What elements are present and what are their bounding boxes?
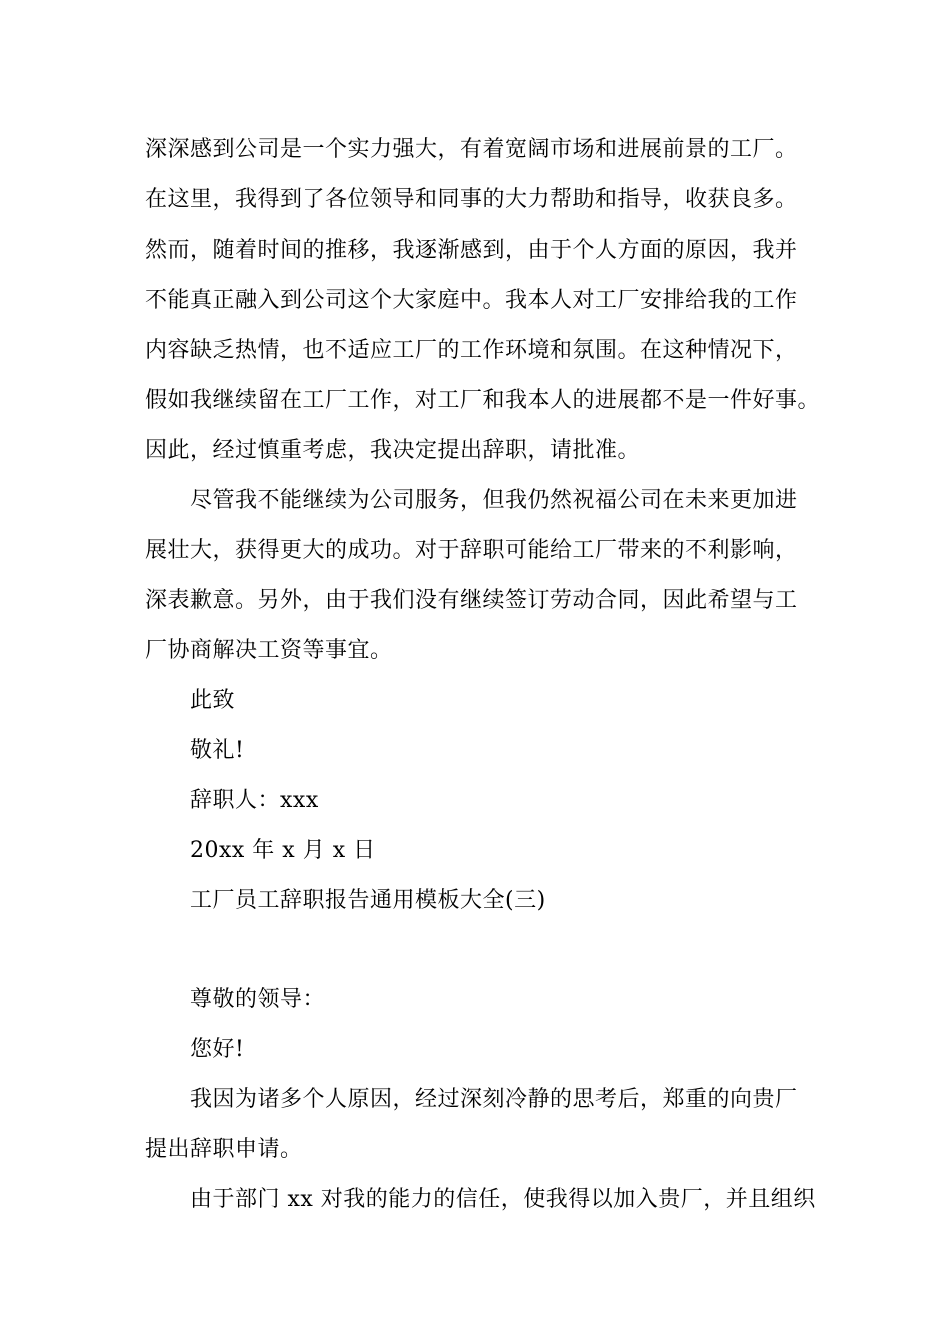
paragraph-line: 深表歉意。另外，由于我们没有继续签订劳动合同，因此希望与工 xyxy=(145,588,798,613)
paragraph-line: 内容缺乏热情，也不适应工厂的工作环境和氛围。在这种情况下， xyxy=(145,338,798,363)
paragraph-line: 假如我继续留在工厂工作，对工厂和我本人的进展都不是一件好事。 xyxy=(145,388,821,413)
paragraph-line: 不能真正融入到公司这个大家庭中。我本人对工厂安排给我的工作 xyxy=(145,288,798,313)
signature-line: 辞职人：xxx xyxy=(190,788,319,813)
greeting-line: 您好! xyxy=(190,1037,245,1062)
paragraph-line: 厂协商解决工资等事宜。 xyxy=(145,638,393,663)
paragraph-line: 由于部门 xx 对我的能力的信任，使我得以加入贵厂，并且组织 xyxy=(190,1187,816,1212)
paragraph-line: 提出辞职申请。 xyxy=(145,1137,303,1162)
paragraph-line: 因此，经过慎重考虑，我决定提出辞职，请批准。 xyxy=(145,438,641,463)
closing-salutation: 此致 xyxy=(190,688,236,713)
paragraph-line: 尽管我不能继续为公司服务，但我仍然祝福公司在未来更加进 xyxy=(190,488,798,513)
paragraph-line: 在这里，我得到了各位领导和同事的大力帮助和指导，收获良多。 xyxy=(145,187,798,212)
closing-regards: 敬礼! xyxy=(190,738,245,763)
paragraph-line: 深深感到公司是一个实力强大，有着宽阔市场和进展前景的工厂。 xyxy=(145,137,798,162)
paragraph-line: 展壮大，获得更大的成功。对于辞职可能给工厂带来的不利影响， xyxy=(145,538,798,563)
greeting-line: 尊敬的领导： xyxy=(190,987,326,1012)
paragraph-line: 然而，随着时间的推移，我逐渐感到，由于个人方面的原因，我并 xyxy=(145,238,798,263)
section-title: 工厂员工辞职报告通用模板大全(三) xyxy=(190,888,546,913)
paragraph-line: 我因为诸多个人原因，经过深刻冷静的思考后，郑重的向贵厂 xyxy=(190,1087,798,1112)
date-line: 20xx 年 x 月 x 日 xyxy=(190,838,376,863)
